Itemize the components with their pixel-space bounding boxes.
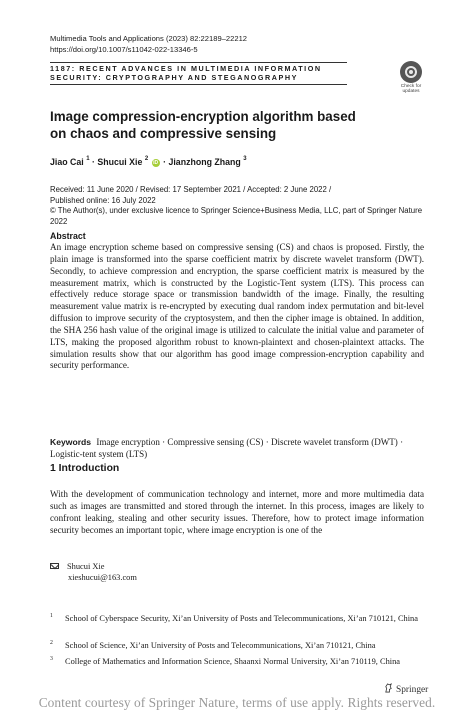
journal-citation: Multimedia Tools and Applications (2023) 82:22189–22212 <box>50 34 248 43</box>
affiliation-text: College of Mathematics and Information Science, Shaanxi Normal University, Xi’an 710119, China <box>65 657 400 666</box>
check-updates-label-1: Check for <box>400 84 422 89</box>
crossmark-icon <box>400 61 422 83</box>
envelope-icon <box>50 563 59 569</box>
author-name[interactable]: Jiao Cai <box>50 157 84 167</box>
corresponding-author-email[interactable]: xieshucui@163.com <box>68 573 137 583</box>
corresponding-author-name: Shucui Xie <box>67 562 105 571</box>
journal-header <box>50 34 247 55</box>
publisher-logo <box>384 683 428 695</box>
section-heading-introduction: 1 Introduction <box>50 463 120 474</box>
check-updates-label-2: updates <box>402 89 420 95</box>
keywords-label: Keywords <box>50 437 92 447</box>
check-for-updates-button[interactable] <box>393 61 429 95</box>
abstract-heading: Abstract <box>50 231 86 241</box>
author-name[interactable]: Jianzhong Zhang <box>168 157 241 167</box>
doi-link[interactable]: https://doi.org/10.1007/s11042-022-13346-5 <box>50 44 198 54</box>
author-affiliation-marker: 1 <box>86 156 90 163</box>
abstract-text: An image encryption scheme based on compressive sensing (CS) and chaos is proposed. Firstly, the plain image is transformed into the sparse coefficient matrix by discrete wavelet transform (DWT). Secondly, to achieve compression and encryption, the sparse coefficient matrix is measured by the measurement matrix, which is constructed by the Logistic-Tent system (LTS). This process can effectively reduce storage space or transmission bandwidth of the image. Finally, the resulting measurement value matrix is re-encrypted by executing dual random index permutation and bit-level diffusion to improve security of the cryptosystem, and then the cipher image is obtained. In addition, the SHA 256 hash value of the original image is utilized to calculate the initial value and parameter of LTS, making the proposed algorithm robust to known-plaintext and chosen-plaintext attacks. The simulation results show that our algorithm has good image compression-encryption capability and security performance. <box>50 242 424 371</box>
published-online: Published online: 16 July 2022 <box>50 195 156 205</box>
corresponding-author <box>50 561 137 583</box>
series-banner <box>50 62 347 85</box>
series-line-1: 1187: RECENT ADVANCES IN MULTIMEDIA INFORMATION <box>50 64 322 73</box>
springer-horse-icon <box>384 683 393 693</box>
series-line-2: SECURITY: CRYPTOGRAPHY AND STEGANOGRAPHY <box>50 73 298 83</box>
orcid-icon[interactable]: iD <box>153 159 159 166</box>
affiliation-number: 3 <box>50 656 53 662</box>
history-dates: Received: 11 June 2020 / Revised: 17 September 2021 / Accepted: 2 June 2022 / <box>50 185 332 194</box>
keywords-text: Image encryption · Compressive sensing (CS) · Discrete wavelet transform (DWT) · Logistic-tent system (LTS) <box>50 437 404 459</box>
affiliation-text: School of Science, Xi’an University of Posts and Telecommunications, Xi’an 710121, China <box>65 641 376 650</box>
title-line-2: on chaos and compressive sensing <box>50 126 277 141</box>
keywords-block <box>50 437 424 461</box>
title-line-1: Image compression-encryption algorithm based <box>50 109 356 124</box>
author-separator: · <box>92 157 95 167</box>
author-affiliation-marker: 2 <box>144 156 149 163</box>
introduction-text: With the development of communication technology and internet, more and more multimedia data such as images are transmitted and stored through the internet. In this process, images are likely to confront leaking, stealing and other security issues. Therefore, how to protect image information security becomes an important topic, where image encryption is one of the <box>50 489 424 535</box>
affiliation-item <box>50 656 424 667</box>
publication-dates <box>50 185 440 227</box>
author-separator: · <box>163 157 167 167</box>
affiliation-number: 2 <box>50 640 53 646</box>
copyright-notice: © The Author(s), under exclusive licence to Springer Science+Business Media, LLC, part of Springer Nature 2022 <box>50 206 423 226</box>
affiliation-number: 1 <box>50 613 53 619</box>
author-list <box>50 157 247 167</box>
author-affiliation-marker: 3 <box>243 156 247 163</box>
affiliation-text: School of Cyberspace Security, Xi’an University of Posts and Telecommunications, Xi’an 710121, China <box>65 614 418 623</box>
courtesy-notice: Content courtesy of Springer Nature, terms of use apply. Rights reserved. <box>38 695 436 710</box>
author-name[interactable]: Shucui Xie <box>97 157 143 167</box>
affiliation-item <box>50 613 424 624</box>
affiliation-item <box>50 640 424 651</box>
article-title <box>50 108 380 142</box>
publisher-name: Springer <box>396 685 429 695</box>
